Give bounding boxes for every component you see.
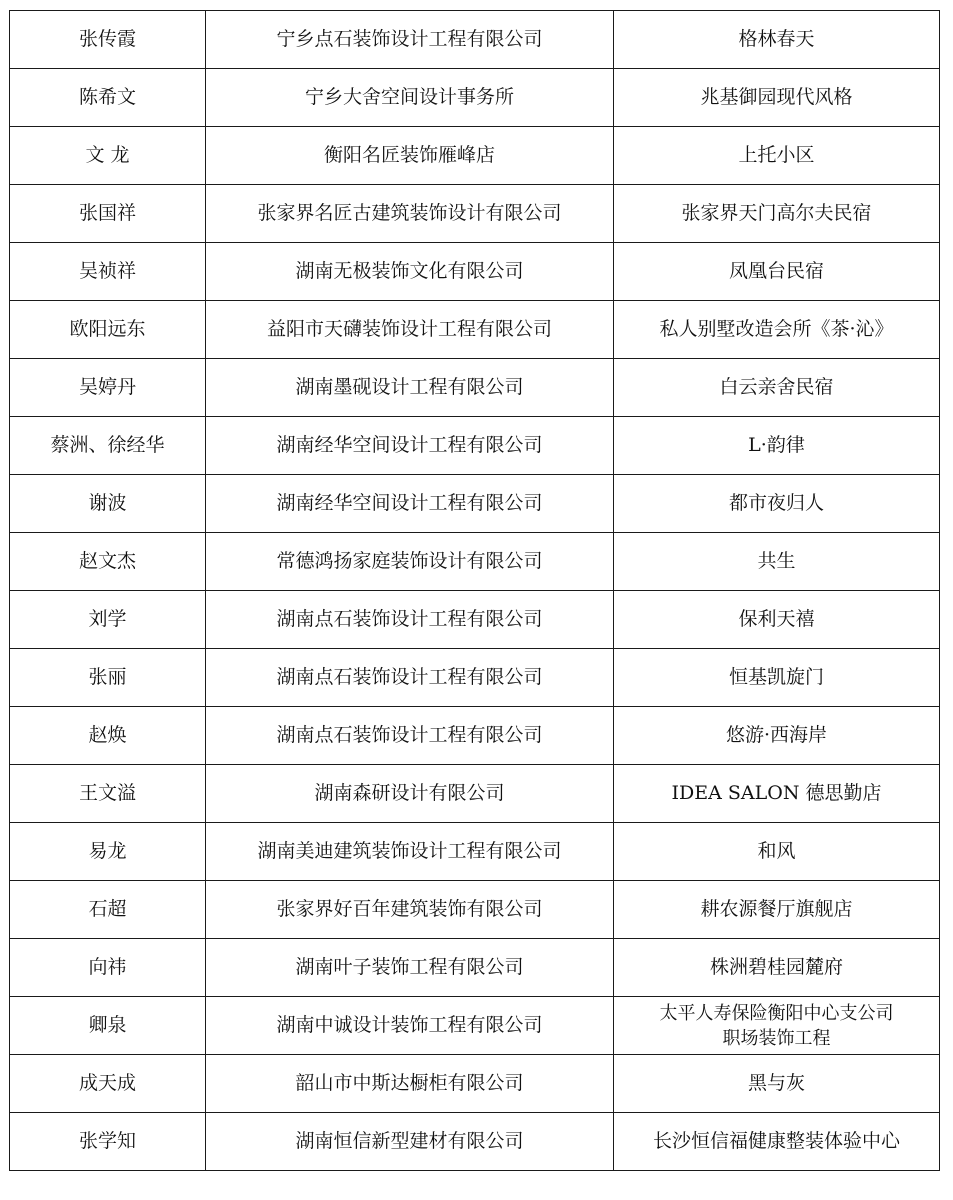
project-title-line: 职场装饰工程 — [722, 1027, 831, 1049]
company-cell: 湖南恒信新型建材有限公司 — [206, 1113, 614, 1171]
project-title-line: 都市夜归人 — [728, 492, 824, 514]
designer-name-cell: 赵焕 — [10, 707, 206, 765]
project-cell — [614, 997, 940, 1055]
designer-name-cell: 吴祯祥 — [10, 243, 206, 301]
project-title-line: IDEA SALON 德思勤店 — [671, 782, 882, 804]
designer-roster-table — [9, 10, 940, 1171]
table-row — [10, 823, 940, 881]
project-title-line: L·韵律 — [748, 434, 805, 456]
table-row — [10, 533, 940, 591]
designer-name-cell: 刘学 — [10, 591, 206, 649]
table-row — [10, 243, 940, 301]
company-cell: 湖南点石装饰设计工程有限公司 — [206, 649, 614, 707]
project-cell — [614, 1055, 940, 1113]
designer-name-cell: 欧阳远东 — [10, 301, 206, 359]
company-cell: 张家界好百年建筑装饰有限公司 — [206, 881, 614, 939]
project-title-line: 格林春天 — [738, 28, 815, 50]
designer-name-cell: 张丽 — [10, 649, 206, 707]
company-cell: 湖南点石装饰设计工程有限公司 — [206, 591, 614, 649]
designer-name-cell: 向祎 — [10, 939, 206, 997]
designer-name-cell: 谢波 — [10, 475, 206, 533]
project-cell — [614, 69, 940, 127]
company-cell: 湖南经华空间设计工程有限公司 — [206, 475, 614, 533]
designer-name-cell: 成天成 — [10, 1055, 206, 1113]
project-title-line: 保利天禧 — [738, 608, 815, 630]
project-title-line: 兆基御园现代风格 — [700, 86, 853, 108]
company-cell: 湖南经华空间设计工程有限公司 — [206, 417, 614, 475]
project-title-line: 恒基凯旋门 — [728, 666, 824, 688]
table-row — [10, 185, 940, 243]
table-row — [10, 301, 940, 359]
company-cell: 湖南森研设计有限公司 — [206, 765, 614, 823]
project-title-line: 株洲碧桂园麓府 — [709, 956, 843, 978]
project-cell — [614, 243, 940, 301]
project-title-line: 白云亲舍民宿 — [719, 376, 834, 398]
designer-name-cell: 蔡洲、徐经华 — [10, 417, 206, 475]
project-title-line: 耕农源餐厅旗舰店 — [700, 898, 853, 920]
project-cell — [614, 359, 940, 417]
table-row — [10, 69, 940, 127]
table-row — [10, 997, 940, 1055]
table-row — [10, 1055, 940, 1113]
table-row — [10, 359, 940, 417]
table-row — [10, 765, 940, 823]
table-row — [10, 417, 940, 475]
project-cell — [614, 533, 940, 591]
designer-name-cell: 石超 — [10, 881, 206, 939]
table-row — [10, 1113, 940, 1171]
project-cell — [614, 185, 940, 243]
table-row — [10, 591, 940, 649]
company-cell: 益阳市天礴装饰设计工程有限公司 — [206, 301, 614, 359]
table-row — [10, 475, 940, 533]
designer-name-cell: 文 龙 — [10, 127, 206, 185]
project-cell — [614, 707, 940, 765]
designer-name-cell: 张国祥 — [10, 185, 206, 243]
table-row — [10, 707, 940, 765]
document-page — [9, 10, 939, 1171]
project-cell — [614, 127, 940, 185]
company-cell: 宁乡点石装饰设计工程有限公司 — [206, 11, 614, 69]
designer-name-cell: 易龙 — [10, 823, 206, 881]
company-cell: 常德鸿扬家庭装饰设计有限公司 — [206, 533, 614, 591]
designer-name-cell: 赵文杰 — [10, 533, 206, 591]
table-row — [10, 11, 940, 69]
project-title-line: 太平人寿保险衡阳中心支公司 — [659, 1002, 894, 1024]
company-cell: 湖南美迪建筑装饰设计工程有限公司 — [206, 823, 614, 881]
company-cell: 湖南中诚设计装饰工程有限公司 — [206, 997, 614, 1055]
company-cell: 湖南叶子装饰工程有限公司 — [206, 939, 614, 997]
company-cell: 韶山市中斯达橱柜有限公司 — [206, 1055, 614, 1113]
designer-name-cell: 王文溢 — [10, 765, 206, 823]
designer-name-cell: 陈希文 — [10, 69, 206, 127]
project-cell — [614, 881, 940, 939]
table-row — [10, 127, 940, 185]
project-title-line: 共生 — [757, 550, 796, 572]
project-title-line: 和风 — [757, 840, 796, 862]
company-cell: 湖南墨砚设计工程有限公司 — [206, 359, 614, 417]
project-cell — [614, 765, 940, 823]
project-title-line: 黑与灰 — [747, 1072, 805, 1094]
company-cell: 张家界名匠古建筑装饰设计有限公司 — [206, 185, 614, 243]
table-row — [10, 939, 940, 997]
project-title-line: 张家界天门高尔夫民宿 — [681, 202, 872, 224]
project-cell — [614, 649, 940, 707]
project-title-line: 凤凰台民宿 — [728, 260, 824, 282]
table-row — [10, 649, 940, 707]
designer-name-cell: 吴婷丹 — [10, 359, 206, 417]
project-cell — [614, 11, 940, 69]
company-cell: 衡阳名匠装饰雁峰店 — [206, 127, 614, 185]
designer-name-cell: 张学知 — [10, 1113, 206, 1171]
project-cell — [614, 417, 940, 475]
project-cell — [614, 475, 940, 533]
project-title-line: 长沙恒信福健康整装体验中心 — [652, 1130, 900, 1152]
company-cell: 湖南无极装饰文化有限公司 — [206, 243, 614, 301]
project-cell — [614, 301, 940, 359]
project-cell — [614, 1113, 940, 1171]
designer-name-cell: 张传霞 — [10, 11, 206, 69]
project-cell — [614, 591, 940, 649]
project-title-line: 上托小区 — [738, 144, 815, 166]
project-cell — [614, 939, 940, 997]
project-title-line: 悠游·西海岸 — [725, 724, 828, 746]
company-cell: 宁乡大舍空间设计事务所 — [206, 69, 614, 127]
project-title-line: 私人别墅改造会所《茶·沁》 — [659, 318, 894, 340]
project-cell — [614, 823, 940, 881]
table-row — [10, 881, 940, 939]
designer-name-cell: 卿泉 — [10, 997, 206, 1055]
roster-body — [10, 11, 940, 1171]
company-cell: 湖南点石装饰设计工程有限公司 — [206, 707, 614, 765]
